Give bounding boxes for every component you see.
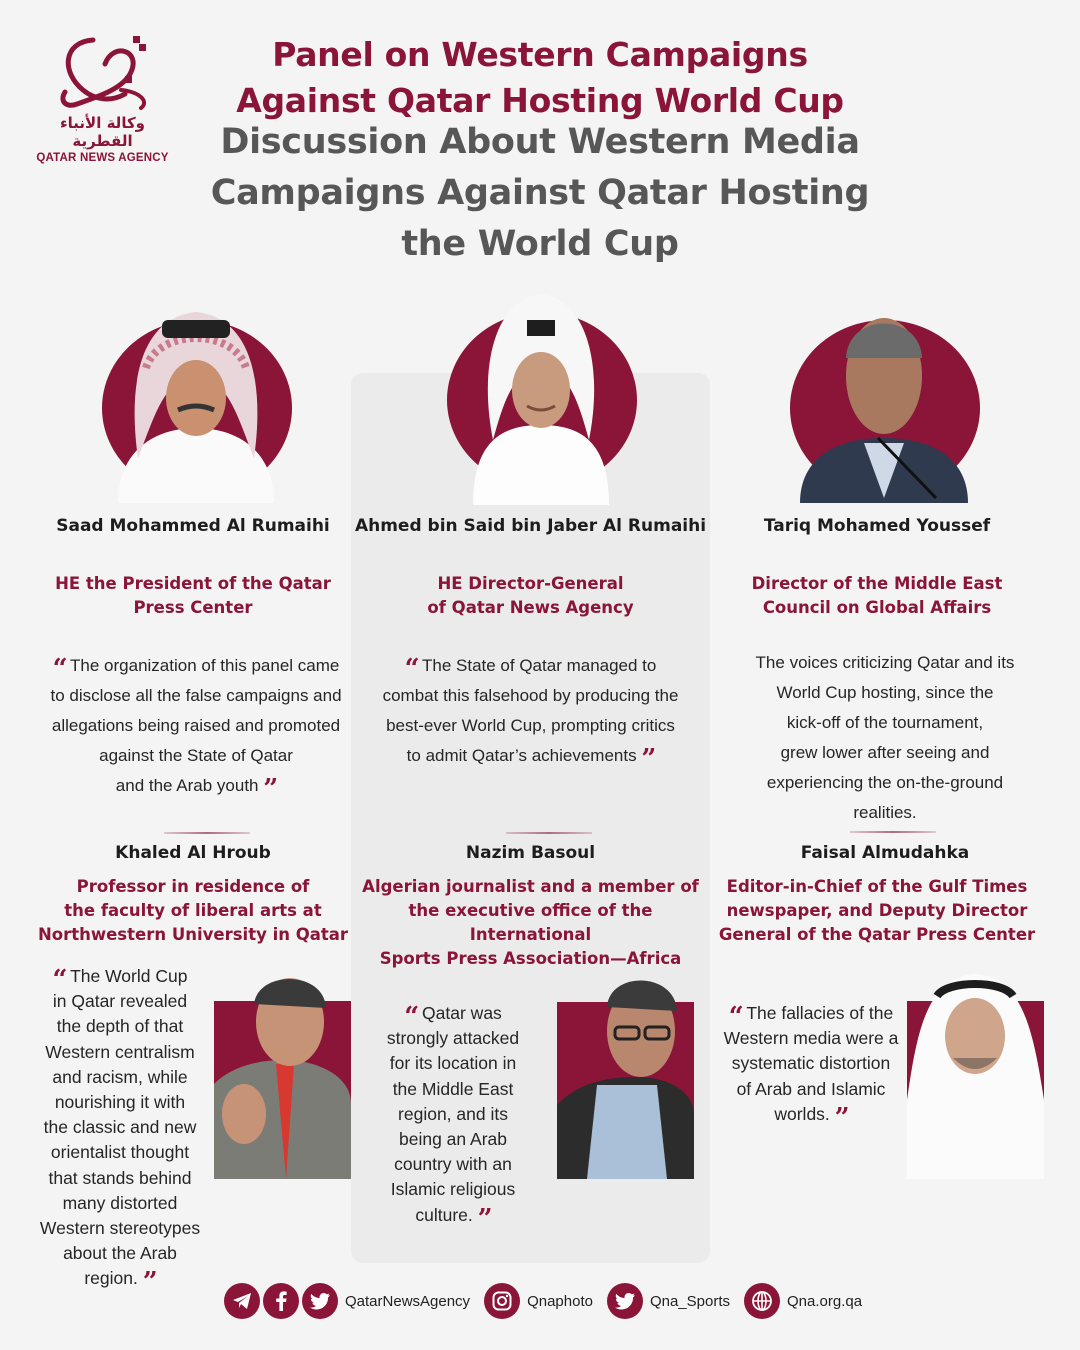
divider <box>850 831 936 833</box>
page-title <box>230 32 850 124</box>
globe-icon[interactable] <box>744 1283 780 1319</box>
divider <box>164 832 250 834</box>
twitter-icon[interactable] <box>302 1283 338 1319</box>
speaker-quote: “ The fallacies of the Western media were a systematic distortion of Arab and Islamic worlds. ” <box>723 1002 899 1133</box>
logo-english-name: QATAR NEWS AGENCY <box>36 152 169 164</box>
speaker-name: Nazim Basoul <box>465 843 596 863</box>
qna-emblem-icon <box>53 32 153 112</box>
person-photo-icon <box>214 964 351 1179</box>
logo-arabic-name: وكالة الأنباء القطرية <box>60 114 145 150</box>
instagram-icon[interactable] <box>484 1283 520 1319</box>
speaker-name: Khaled Al Hroub <box>115 843 271 863</box>
close-quote-icon: ” <box>477 1203 491 1234</box>
person-photo-icon <box>786 298 982 503</box>
subtitle-line: Discussion About Western Media <box>220 122 860 162</box>
handle-qatarnewsagency[interactable]: QatarNewsAgency <box>345 1292 471 1310</box>
speaker-quote: “ Qatar was strongly attacked for its location in the Middle East region, and its being an Arab country with an Islamic religious culture. ” <box>386 1002 520 1234</box>
photo-nazim-basoul <box>557 965 694 1179</box>
photo-faisal-almudahka <box>907 970 1044 1179</box>
website-link[interactable]: Qna.org.qa <box>787 1292 863 1310</box>
speaker-quote: “ The organization of this panel came to disclose all the false campaigns and allegations being raised and promoted against the State of Qatar and the Arab youth ” <box>50 654 342 804</box>
handle-qnaphoto[interactable]: Qnaphoto <box>527 1292 593 1310</box>
portrait-tariq-youssef <box>786 298 982 494</box>
speaker-role: Professor in residence of the faculty of liberal arts at Northwestern University in Qatar <box>37 877 349 944</box>
close-quote-icon: ” <box>834 1102 848 1133</box>
twitter-icon[interactable] <box>607 1283 643 1319</box>
speaker-quote: “ The World Cup in Qatar revealed the depth of that Western centralism and racism, while nourishing it with the classic and new orientalist thought that stands behind many distorted Western stereotypes about the Arab region. ” <box>39 965 201 1298</box>
person-photo-icon <box>98 298 294 503</box>
title-line: Against Qatar Hosting World Cup <box>236 81 844 120</box>
speaker-role: HE the President of the Qatar Press Center <box>55 574 331 617</box>
speaker-role: Editor-in-Chief of the Gulf Times newspaper, and Deputy Director General of the Qatar Press Center <box>718 877 1036 944</box>
handle-qna-sports[interactable]: Qna_Sports <box>649 1292 730 1310</box>
person-photo-icon <box>557 965 694 1179</box>
open-quote-icon: “ <box>404 1002 418 1032</box>
social-footer <box>224 1282 876 1320</box>
speaker-name: Tariq Mohamed Youssef <box>763 516 991 536</box>
speaker-role: Algerian journalist and a member of the executive office of the International Sports Press Association—Africa <box>362 877 699 968</box>
page-subtitle <box>200 117 880 270</box>
speaker-quote: “ The State of Qatar managed to combat this falsehood by producing the best-ever World Cup, prompting critics to admit Qatar’s achievements ” <box>382 654 679 774</box>
speaker-role: HE Director-General of Qatar News Agency <box>427 574 634 617</box>
speaker-name: Ahmed bin Said bin Jaber Al Rumaihi <box>354 516 707 536</box>
divider <box>506 832 592 834</box>
speaker-name: Saad Mohammed Al Rumaihi <box>56 516 330 536</box>
close-quote-icon: ” <box>641 744 655 774</box>
person-photo-icon <box>443 290 639 505</box>
subtitle-line: the World Cup <box>401 224 679 264</box>
close-quote-icon: ” <box>263 774 277 804</box>
portrait-saad-al-rumaihi <box>98 298 294 494</box>
telegram-icon[interactable] <box>224 1283 260 1319</box>
open-quote-icon: “ <box>728 1002 742 1032</box>
speaker-role: Director of the Middle East Council on Global Affairs <box>751 574 1003 617</box>
photo-khaled-al-hroub <box>214 964 351 1179</box>
open-quote-icon: “ <box>404 654 418 684</box>
close-quote-icon: ” <box>142 1267 156 1298</box>
facebook-icon[interactable] <box>263 1283 299 1319</box>
qna-logo <box>30 32 175 162</box>
portrait-ahmed-al-rumaihi <box>443 290 639 486</box>
speaker-name: Faisal Almudahka <box>800 843 970 863</box>
open-quote-icon: “ <box>52 654 66 684</box>
speaker-quote: The voices criticizing Qatar and its World Cup hosting, since the kick-off of the tournament, grew lower after seeing and experiencing the on-the-ground realities. <box>755 653 1015 822</box>
subtitle-line: Campaigns Against Qatar Hosting <box>210 173 870 213</box>
person-photo-icon <box>907 970 1044 1179</box>
open-quote-icon: “ <box>52 965 66 995</box>
title-line: Panel on Western Campaigns <box>272 35 808 74</box>
